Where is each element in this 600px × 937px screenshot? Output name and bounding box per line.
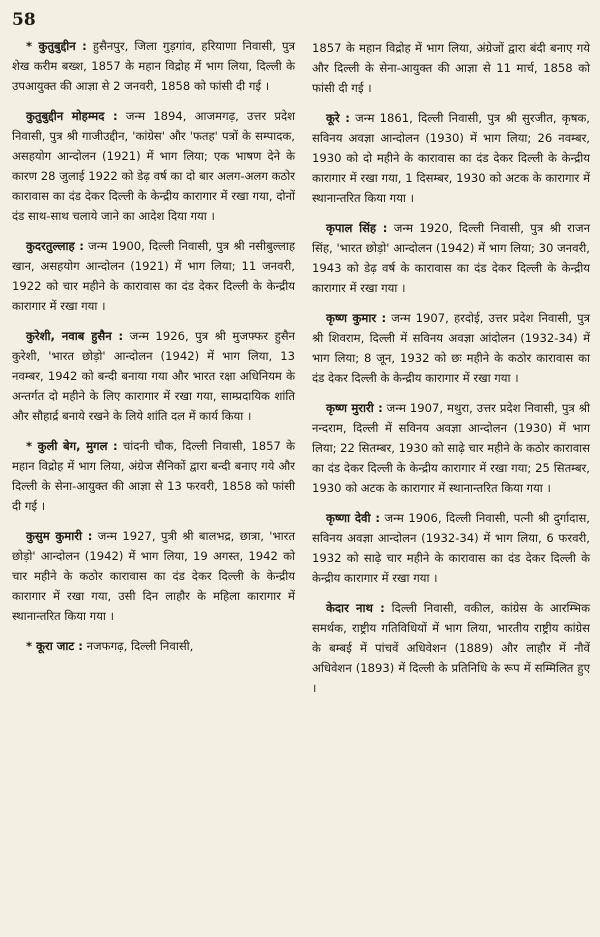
entry-text: 1857 के महान विद्रोह में भाग लिया, अंग्रेजों द्वारा बंदी बनाए गये और दिल्ली के सेना-आयुक्त की आज्ञा से 11 मार्च, 1858 को फांसी दी गई ।	[312, 41, 590, 95]
entry	[312, 108, 590, 208]
entry	[12, 36, 295, 96]
right-column	[312, 38, 590, 708]
entry-text: चांदनी चौक, दिल्ली निवासी, 1857 के महान विद्रोह में भाग लिया, अंग्रेज सैनिकों द्वारा बन्दी बनाए गये और दिल्ली के सेना-आयुक्त की आज्ञा से 13 फरवरी, 1858 को फांसी दी गई ।	[12, 439, 295, 513]
entry-text: जन्म 1907, मथुरा, उत्तर प्रदेश निवासी, पुत्र श्री नन्दराम, दिल्ली में सविनय अवज्ञा आन्दोलन (1930) में भाग लिया; 22 सितम्बर, 1930 को साढ़े चार महीने के कठोर कारावास का दंड देकर दिल्ली के केन्द्रीय कारागार में रखा गया; 25 सितम्बर, 1930 को अटक के कारागार में स्थानान्तरित किया गया ।	[312, 401, 591, 495]
entry-text: हुसैनपुर, जिला गुड़गांव, हरियाणा निवासी, पुत्र शेख करीम बख्श, 1857 के महान विद्रोह में भाग लिया, दिल्ली के उपआयुक्त की आज्ञा से 2 जनवरी, 1858 को फांसी दी गई ।	[12, 39, 295, 93]
entry-text: दिल्ली निवासी, वकील, कांग्रेस के आरम्भिक समर्थक, राष्ट्रीय गतिविधियों में भाग लिया, भारतीय राष्ट्रीय कांग्रेस के बम्बई में पांचवें अधिवेशन (1889) और लाहौर में नौवें अधिवेशन (1893) में दिल्ली के प्रतिनिधि के रूप में सम्मिलित हुए ।	[312, 601, 590, 695]
entry-name: * कुतुबुद्दीन :	[26, 39, 87, 53]
entry-text: जन्म 1894, आजमगढ़, उत्तर प्रदेश निवासी, पुत्र श्री गाजीउद्दीन, 'कांग्रेस' और 'फतह' पत्रों के सम्पादक, असहयोग आन्दोलन (1921) में भाग लिया; एक भाषण देने के कारण 28 जुलाई 1922 को डेढ़ वर्ष का दो बार अलग-अलग कठोर कारावास का दंड देकर दिल्ली के केन्द्रीय कारागार में रखा गया, दोनों दंड साथ-साथ चलाये जाने का आदेश दिया गया ।	[12, 109, 295, 223]
entry-text: जन्म 1927, पुत्री श्री बालभद्र, छात्रा, 'भारत छोड़ो' आन्दोलन (1942) में भाग लिया, 19 अगस्त, 1942 को चार महीने के कठोर कारावास का दंड देकर दिल्ली के केन्द्रीय कारागार में रखा गया, उसी दिन लाहौर के महिला कारागार में स्थानान्तरित किया गया ।	[12, 529, 296, 623]
page-number: 58	[12, 10, 36, 30]
entry-text: जन्म 1907, हरदोई, उत्तर प्रदेश निवासी, पुत्र श्री शिवराम, दिल्ली में सविनय अवज्ञा आंदोलन (1932-34) में भाग लिया; 8 जून, 1932 को छः महीने के कठोर कारावास का दंड देकर दिल्ली के केन्द्रीय कारागार में रखा गया ।	[312, 311, 590, 385]
entry	[312, 398, 590, 498]
entry-name: कुरेशी, नवाब हुसैन :	[26, 329, 124, 343]
entry-name: कृपाल सिंह :	[326, 221, 388, 235]
entry-name: कुदरतुल्लाह :	[26, 239, 84, 253]
entry-text: जन्म 1920, दिल्ली निवासी, पुत्र श्री राजन सिंह, 'भारत छोड़ो' आन्दोलन (1942) में भाग लिया; 30 जनवरी, 1943 को डेढ़ वर्ष के कारावास का दंड देकर दिल्ली के केन्द्रीय कारागार में रखा गया ।	[312, 221, 591, 295]
entry-name: कुतुबुद्दीन मोहम्मद :	[26, 109, 118, 123]
entry-text: जन्म 1906, दिल्ली निवासी, पत्नी श्री दुर्गादास, सविनय अवज्ञा आन्दोलन (1932-34) में भाग लिया, 6 फरवरी, 1932 को साढ़े चार महीने के कारावास का दंड देकर दिल्ली के केन्द्रीय कारागार में रखा गया ।	[312, 511, 590, 585]
entry	[312, 598, 590, 698]
entry-name: कुसुम कुमारी :	[26, 529, 93, 543]
entry-text: जन्म 1900, दिल्ली निवासी, पुत्र श्री नसीबुल्लाह खान, असहयोग आन्दोलन (1921) में भाग लिया; 11 जनवरी, 1922 को चार महीने के कारावास का दंड देकर दिल्ली के केन्द्रीय कारागार में रखा गया ।	[12, 239, 295, 313]
entry-name: केदार नाथ :	[326, 601, 385, 615]
entry	[12, 106, 295, 226]
left-column	[12, 36, 295, 666]
entry-name: कृष्ण मुरारी :	[326, 401, 383, 415]
entry	[12, 436, 295, 516]
entry	[12, 636, 295, 656]
entry-continuation	[312, 38, 590, 98]
entry-text: जन्म 1926, पुत्र श्री मुजफ्फर हुसैन कुरेशी, 'भारत छोड़ो' आन्दोलन (1942) में भाग लिया, 13 नवम्बर, 1942 को बन्दी बनाया गया और भारत रक्षा अधिनियम के अन्तर्गत दो महीने के लिए कारागार में रखा गया, साम्प्रदायिक शांति और सौहार्द्र बनाये रखने के लिये शांति दल में कार्य किया ।	[12, 329, 295, 423]
entry-text: नजफगढ़, दिल्ली निवासी,	[82, 639, 194, 653]
entry-name: * कूरा जाट :	[26, 639, 83, 653]
entry-name: * कुली बेग, मुगल :	[26, 439, 118, 453]
entry-name: कृष्णा देवी :	[326, 511, 381, 525]
entry-name: कृष्ण कुमार :	[326, 311, 387, 325]
entry	[12, 326, 295, 426]
entry	[312, 508, 590, 588]
entry-name: कूरे :	[326, 111, 350, 125]
entry	[12, 236, 295, 316]
entry	[312, 218, 590, 298]
entry	[12, 526, 295, 626]
entry	[312, 308, 590, 388]
entry-text: जन्म 1861, दिल्ली निवासी, पुत्र श्री सुरजीत, कृषक, सविनय अवज्ञा आन्दोलन (1930) में भाग लिया; 26 नवम्बर, 1930 को दो महीने के कारावास का दंड देकर दिल्ली के केन्द्रीय कारागार में रखा गया, 1 दिसम्बर, 1930 को अटक के कारागार में स्थानान्तरित किया गया ।	[312, 111, 590, 205]
